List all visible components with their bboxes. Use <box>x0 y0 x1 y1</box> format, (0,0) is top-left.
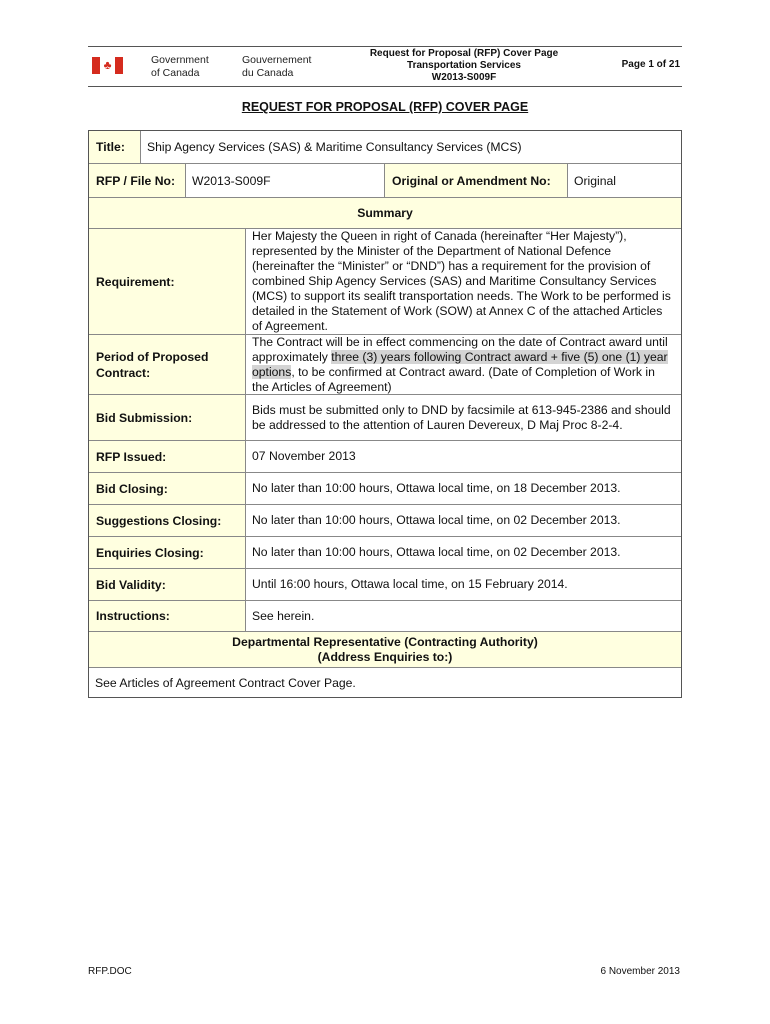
bid-validity-row <box>89 569 681 601</box>
summary-heading-row <box>89 198 681 229</box>
period-text-b: , to be confirmed at Contract award. (Date of Completion of Work in the Articles of Agreement) <box>252 364 655 394</box>
bid-closing-row <box>89 473 681 505</box>
instructions-row <box>89 601 681 632</box>
enquiries-closing-value: No later than 10:00 hours, Ottawa local time, on 02 December 2013. <box>252 545 621 559</box>
header-center-line3: W2013-S009F <box>431 72 497 83</box>
gouvernement-du-canada-text <box>242 54 311 80</box>
file-row <box>89 164 681 198</box>
bid-validity-value: Until 16:00 hours, Ottawa local time, on 15 February 2014. <box>252 577 568 591</box>
representative-heading-line1: Departmental Representative (Contracting Authority) <box>232 634 538 649</box>
file-label: RFP / File No: <box>89 164 186 197</box>
gov-en-line2: of Canada <box>151 67 200 79</box>
rfp-issued-value: 07 November 2013 <box>252 449 356 463</box>
enquiries-closing-row <box>89 537 681 569</box>
bid-submission-row <box>89 395 681 441</box>
gov-en-line1: Government <box>151 54 209 66</box>
period-label: Period of Proposed Contract: <box>89 335 246 394</box>
rfp-issued-row <box>89 441 681 473</box>
cover-table <box>88 130 682 698</box>
amendment-label: Original or Amendment No: <box>385 164 568 197</box>
representative-heading-line2: (Address Enquiries to:) <box>317 649 453 664</box>
government-of-canada-text <box>151 54 209 80</box>
header-bottom-rule <box>88 86 682 87</box>
bid-submission-label: Bid Submission: <box>89 395 246 440</box>
footer-filename: RFP.DOC <box>88 966 132 977</box>
header-top-rule <box>88 46 682 47</box>
period-highlighted-text: three (3) years following Contract award + five (5) one (1) year options <box>252 349 668 379</box>
canada-flag-icon <box>92 57 123 74</box>
maple-leaf-icon: ♣ <box>103 58 112 72</box>
footer-date: 6 November 2013 <box>600 966 680 977</box>
instructions-value: See herein. <box>252 608 315 623</box>
representative-value: See Articles of Agreement Contract Cover Page. <box>95 675 356 690</box>
page-number: Page 1 of 21 <box>621 59 680 70</box>
title-row <box>89 131 681 164</box>
header-center-line2: Transportation Services <box>407 60 521 71</box>
rfp-issued-label: RFP Issued: <box>89 441 246 472</box>
header-document-reference <box>352 48 576 84</box>
representative-heading-row <box>89 632 681 668</box>
requirement-label: Requirement: <box>89 229 246 334</box>
instructions-label: Instructions: <box>89 601 246 631</box>
suggestions-closing-row <box>89 505 681 537</box>
amendment-value: Original <box>574 173 616 188</box>
header-center-line1: Request for Proposal (RFP) Cover Page <box>369 48 559 59</box>
period-text-a: The Contract will be in effect commencing on the date of Contract award until approximately <box>252 334 668 364</box>
gov-fr-line2: du Canada <box>242 67 294 79</box>
bid-closing-label: Bid Closing: <box>89 473 246 504</box>
title-label: Title: <box>89 131 141 163</box>
period-row <box>89 335 681 395</box>
flag-white-panel <box>100 57 115 74</box>
enquiries-closing-label: Enquiries Closing: <box>89 537 246 568</box>
bid-submission-value: Bids must be submitted only to DND by facsimile at 613-945-2386 and should be addressed to the attention of Lauren Devereux, D Maj Proc 8-2-4. <box>252 402 671 432</box>
gov-fr-line1: Gouvernement <box>242 54 312 66</box>
representative-heading <box>89 632 681 667</box>
representative-row <box>89 668 681 697</box>
summary-heading: Summary <box>89 198 681 228</box>
requirement-value: Her Majesty the Queen in right of Canada (hereinafter “Her Majesty”), represented by the Minister of the Department of National Defence (hereinafter the “Minister” or “DND”) has a requirement for the provision of combined Ship Agency Services (SAS) and Maritime Consultancy Services (MCS) to support its sealift transportation needs. The Work to be performed is detailed in the Statement of Work (SOW) at Annex C of the attached Articles of Agreement. <box>252 229 671 333</box>
period-value <box>246 335 679 394</box>
suggestions-closing-label: Suggestions Closing: <box>89 505 246 536</box>
requirement-row <box>89 229 681 335</box>
bid-validity-label: Bid Validity: <box>89 569 246 600</box>
suggestions-closing-value: No later than 10:00 hours, Ottawa local time, on 02 December 2013. <box>252 513 621 527</box>
title-value: Ship Agency Services (SAS) & Maritime Consultancy Services (MCS) <box>141 131 679 163</box>
page-title: REQUEST FOR PROPOSAL (RFP) COVER PAGE <box>241 100 529 114</box>
bid-closing-value: No later than 10:00 hours, Ottawa local time, on 18 December 2013. <box>252 481 621 495</box>
period-text <box>252 335 673 395</box>
file-value: W2013-S009F <box>186 164 385 197</box>
